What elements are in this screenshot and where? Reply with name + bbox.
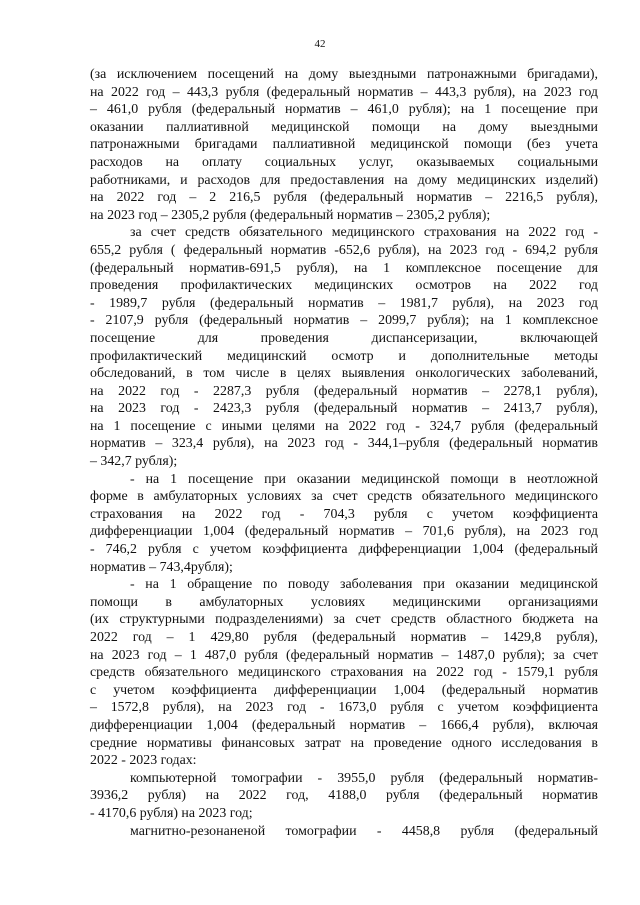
text-line: (федеральный норматив-691,5 рубля), на 1 комплексное посещение для <box>90 260 598 276</box>
text-line: 3936,2 рубля) на 2022 год, 4188,0 рубля (федеральный норматив <box>90 788 598 804</box>
text-line: на 2023 год – 1 487,0 рубля (федеральный норматив – 1487,0 рубля); за счет <box>90 647 598 663</box>
text-line: помощи в амбулаторных условиях медицинскими организациями <box>90 594 598 610</box>
text-line: - на 1 обращение по поводу заболевания при оказании медицинской <box>130 577 598 593</box>
text-line: дифференциации 1,004 (федеральный норматив – 701,6 рубля), на 2023 год <box>90 524 598 540</box>
text-line: - 2107,9 рубля (федеральный норматив – 2099,7 рубля); на 1 комплексное <box>90 313 598 329</box>
text-line: на 2023 год – 2305,2 рубля (федеральный норматив – 2305,2 рубля); <box>90 207 491 223</box>
text-line: - 1989,7 рубля (федеральный норматив – 1981,7 рубля), на 2023 год <box>90 295 598 311</box>
text-line: (за исключением посещений на дому выездными патронажными бригадами), <box>90 67 598 82</box>
text-line: форме в амбулаторных условиях за счет средств обязательного медицинского <box>90 489 598 505</box>
text-line: посещение для проведения диспансеризации, включающей <box>90 330 598 346</box>
text-line: – 1572,8 рубля), на 2023 год - 1673,0 рубля с учетом коэффициента <box>90 700 598 716</box>
text-line: (их структурными подразделениями) за счет средств областного бюджета на <box>90 612 598 628</box>
text-line: 655,2 рубля ( федеральный норматив -652,6 рубля), на 2023 год - 694,2 рубля <box>90 242 598 258</box>
text-line: страхования на 2022 год - 704,3 рубля с учетом коэффициента <box>90 506 598 522</box>
text-line: 2022 - 2023 годах: <box>90 753 197 769</box>
text-line: за счет средств обязательного медицинского страхования на 2022 год - <box>130 225 598 241</box>
text-line: на 2023 год - 2423,3 рубля (федеральный норматив – 2413,7 рубля), <box>90 401 598 417</box>
text-line: - 746,2 рубля с учетом коэффициента дифференциации 1,004 (федеральный <box>90 542 598 558</box>
page-number: 42 <box>314 38 326 50</box>
text-line: - на 1 посещение при оказании медицинской помощи в неотложной <box>130 471 598 487</box>
text-line: патронажными бригадами паллиативной медицинской помощи (без учета <box>90 137 598 153</box>
text-line: магнитно-резонаненой томографии - 4458,8 рубля (федеральный <box>130 823 598 839</box>
text-line: оказании паллиативной медицинской помощи на дому выездными <box>90 119 598 135</box>
text-line: средств обязательного медицинского страхования на 2022 год - 1579,1 рубля <box>90 665 598 681</box>
text-line: норматив – 743,4рубля); <box>90 559 233 575</box>
text-line: дифференциации 1,004 (федеральный норматив – 1666,4 рубля), включая <box>90 717 598 733</box>
text-line: - 4170,6 рубля) на 2023 год; <box>90 805 253 821</box>
body-text <box>90 66 598 840</box>
text-line: – 461,0 рубля (федеральный норматив – 461,0 рубля); на 1 посещение при <box>90 102 598 118</box>
text-line: на 2022 год – 2 216,5 рубля (федеральный норматив – 2216,5 рубля), <box>90 190 598 206</box>
text-line: с учетом коэффициента дифференциации 1,004 (федеральный норматив <box>90 682 598 698</box>
text-line: проведения профилактических медицинских осмотров на 2022 год <box>90 278 598 294</box>
text-line: на 2022 год – 443,3 рубля (федеральный норматив – 443,3 рубля), на 2023 год <box>90 84 598 100</box>
text-line: компьютерной томографии - 3955,0 рубля (федеральный норматив- <box>130 770 598 786</box>
text-line: на 2022 год - 2287,3 рубля (федеральный норматив – 2278,1 рубля), <box>90 383 598 399</box>
text-line: – 342,7 рубля); <box>90 454 178 470</box>
text-line: профилактический медицинский осмотр и дополнительные методы <box>90 348 598 364</box>
text-line: норматив – 323,4 рубля), на 2023 год - 344,1–рубля (федеральный норматив <box>90 436 598 452</box>
text-line: обследований, в том числе в целях выявления онкологических заболеваний, <box>90 366 598 382</box>
text-line: работниками, и расходов для предоставления на дому медицинских изделий) <box>90 172 598 188</box>
text-line: на 1 посещение с иными целями на 2022 год - 324,7 рубля (федеральный <box>90 418 598 434</box>
text-line: расходов на оплату социальных услуг, оказываемых социальными <box>90 154 598 170</box>
text-line: 2022 год – 1 429,80 рубля (федеральный норматив – 1429,8 рубля), <box>90 630 598 645</box>
text-line: средние нормативы финансовых затрат на проведение одного исследования в <box>90 735 598 751</box>
